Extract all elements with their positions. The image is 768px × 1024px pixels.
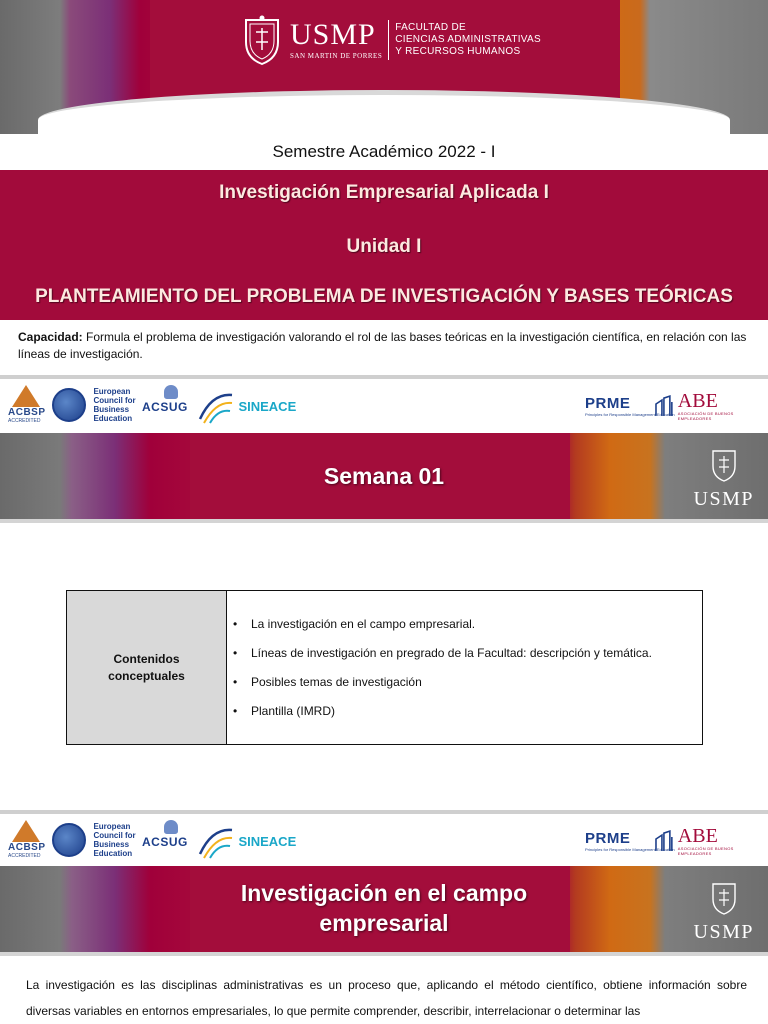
sineace-swoosh-icon [198,824,234,860]
acbsp-name: ACBSP [8,407,46,418]
ecbe-line: Business [93,840,130,849]
section-title-line: empresarial [319,910,449,936]
bullet-icon: • [233,646,238,660]
list-item-text: Líneas de investigación en pregrado de la Facultad: descripción y temática. [251,646,652,660]
ecbe-line: European [93,387,131,396]
bullet-icon: • [233,675,238,689]
europe-globe-icon [52,823,86,857]
abe-columns-icon [654,394,678,418]
bullet-icon: • [233,704,238,718]
acsug-name: ACSUG [142,835,188,849]
usmp-subtitle: SAN MARTIN DE PORRES [290,52,383,60]
sineace-logo [198,389,296,425]
section-title [0,878,768,938]
course-name: Investigación Empresarial Aplicada I [219,182,549,203]
acsug-logo [142,385,188,414]
list-item-text: Posibles temas de investigación [251,675,422,689]
acsug-icon [164,385,178,399]
usmp-shield-icon [710,447,738,483]
sineace-swoosh-icon [198,389,234,425]
week-banner [0,433,768,523]
faculty-line: Y RECURSOS HUMANOS [395,46,521,57]
acbsp-logo [8,385,46,424]
faculty-name [395,22,541,58]
acbsp-sub: ACCREDITED [8,418,41,424]
list-item-text: Plantilla (IMRD) [251,704,336,718]
usmp-wordmark: USMP [693,921,754,943]
page-header [0,0,768,134]
usmp-shield-icon [242,14,282,66]
europe-globe-icon [52,388,86,422]
acsug-icon [164,820,178,834]
ecbe-logo [52,822,136,858]
prme-name: PRME [585,395,631,412]
contents-list-cell [227,591,702,744]
acsug-name: ACSUG [142,400,188,414]
acsug-logo [142,820,188,849]
bullet-icon: • [233,617,238,631]
acbsp-triangle-icon [12,385,40,407]
ecbe-line: Council for [93,396,136,405]
abe-name: ABE [677,825,718,847]
banner-bottom-line [0,952,768,956]
acbsp-triangle-icon [12,820,40,842]
section-title-line: Investigación en el campo [240,880,528,906]
accreditation-strip [0,375,768,431]
ecbe-line: Council for [93,831,136,840]
acbsp-sub: ACCREDITED [8,853,41,859]
accreditation-strip [0,810,768,866]
faculty-line: CIENCIAS ADMINISTRATIVAS [395,34,541,45]
capacidad-body: Formula el problema de investigación valorando el rol de las bases teóricas en la investigación científica, en relación con las líneas de investigación. [18,330,747,361]
capacidad-text [18,329,748,363]
ecbe-line: Business [93,405,130,414]
prme-sub: Principles for Responsible Management Education [585,412,675,417]
usmp-shield-icon [710,880,738,916]
abe-logo [654,391,768,421]
course-title-block [0,170,768,320]
list-item-text: La investigación en el campo empresarial. [251,617,476,631]
capacidad-label: Capacidad: [18,330,83,344]
contents-list [233,617,702,718]
contents-table [66,590,703,745]
contents-label [67,591,227,744]
abe-columns-icon [654,829,678,853]
sineace-logo [198,824,296,860]
abe-sub: ASOCIACIÓN DE BUENOS EMPLEADORES [677,846,734,856]
usmp-banner-logo [694,880,754,944]
header-arch [38,90,730,134]
sineace-name: SINEACE [238,399,297,414]
prme-name: PRME [585,830,631,847]
banner-bottom-line [0,519,768,523]
abe-sub: ASOCIACIÓN DE BUENOS EMPLEADORES [677,411,734,421]
list-item [233,704,702,718]
faculty-line: FACULTAD DE [395,22,466,33]
section-banner [0,866,768,956]
body-paragraph: La investigación es las disciplinas administrativas es un proceso que, aplicando el método científico, obtiene información sobre diversas variables en entornos empresariales, lo que permite comprender, describir, interrelacionar o determinar las [26,978,747,1018]
acbsp-logo [8,820,46,859]
abe-name: ABE [677,390,718,412]
usmp-wordmark: USMP [693,488,754,510]
usmp-wordmark: USMP [290,18,376,51]
usmp-banner-logo [694,447,754,511]
prme-sub: Principles for Responsible Management Education [585,847,675,852]
list-item [233,646,702,660]
ecbe-line: Education [93,849,133,858]
week-title: Semana 01 [323,463,445,489]
abe-logo [654,826,768,856]
list-item [233,675,702,689]
logo-divider [388,20,389,60]
usmp-header-logo [242,14,541,66]
ecbe-line: Education [93,414,133,423]
sineace-name: SINEACE [238,834,297,849]
ecbe-text [93,822,135,858]
ecbe-line: European [93,822,131,831]
list-item [233,617,702,631]
contents-label-text: Contenidos conceptuales [108,651,185,683]
semester-label: Semestre Académico 2022 - I [272,142,496,161]
ecbe-text [93,387,135,423]
acbsp-name: ACBSP [8,842,46,853]
ecbe-logo [52,387,136,423]
unit-title: Unidad I [346,236,422,257]
unit-topic: PLANTEAMIENTO DEL PROBLEMA DE INVESTIGACIÓN Y BASES TEÓRICAS [35,286,733,307]
